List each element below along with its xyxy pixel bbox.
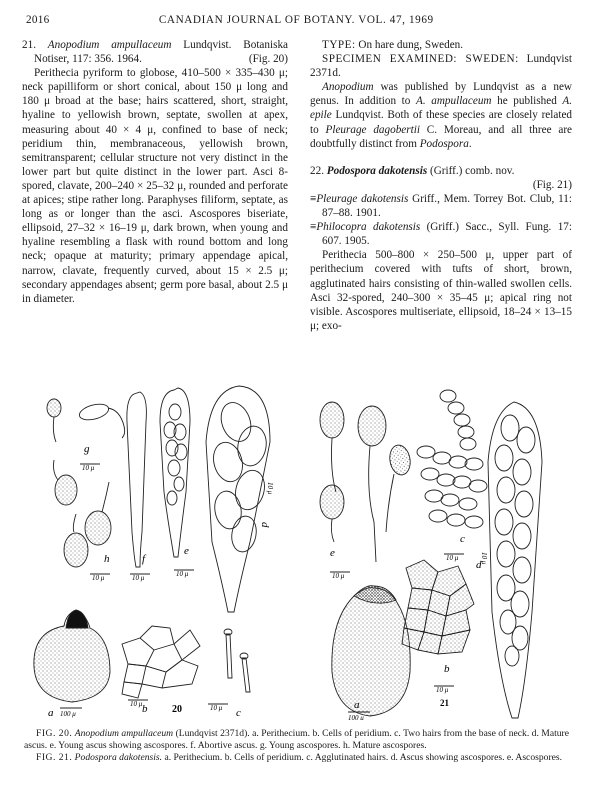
species2-number: 22. [310,164,324,177]
fig20-scale-g: 10 μ [82,464,95,472]
caption-fig20-label: FIG. 20. [36,728,73,739]
fig20-g-young-ascospores [47,399,125,442]
figure-plate [14,382,580,720]
genus-note: Anopodium was published by Lundqvist as a new genus. In addition to A. ampullaceum he published A. epile Lundqvist. Both of these species are closely related to Pleurage dagobertii C. Moreau, and all three are doubtfully distinct from Podospora. [310,81,573,150]
caption-fig21 [24,752,569,764]
fig20-scale-f: 10 μ [132,574,145,582]
caption-fig21-label: FIG. 21. [36,752,73,764]
caption-fig20 [24,728,569,752]
fig20-scale-h: 10 μ [92,574,105,582]
fig21-scale-a: 100 μ [348,714,364,720]
note-text-3: Lundqvist. Both of these species are closely related to [310,109,572,136]
note-text-4: C. Moreau, and all three are doubtfully distinct from [310,123,573,150]
caption-fig21-species: Podospora dakotensis. [74,752,163,764]
synonym-1-prefix: ≡ [310,192,317,205]
type-label: TYPE: [322,39,356,51]
species2-description: Perithecia 500–800 × 250–500 μ, upper part of perithecium covered with tufts of short, brown, agglutinated hairs consisting of thin-walled swollen cells. Asci 32-spored, 240–300 × 35–45 μ; apical ring not visible. Ascospores multiseriate, ellipsoid, 18–24 × 13–15 μ; exo- [310,249,572,332]
fig21-label-e: e [330,547,335,559]
synonym-1 [310,192,572,220]
fig21-c-agglutinated-hairs [417,390,487,528]
species-number: 21. [22,39,36,51]
fig20-label-c: c [236,707,241,719]
figure-caption [24,728,569,765]
fig20-scale-b: 10 μ [130,700,143,708]
synonym-2-citation: (Griff.) Sacc., Syll. Fung. 17: 607. 1905. [322,221,572,248]
fig21-e-ascospores [320,402,412,562]
synonym-2 [310,220,572,248]
specimen-text: Lundqvist 2371d. [310,53,572,80]
species2-authority: (Griff.) comb. nov. [429,164,515,177]
fig20-b-peridium-cells [122,626,200,698]
caption-fig20-text: (Lundqvist 2371d). a. Perithecium. b. Cells of peridium. c. Two hairs from the base of neck. d. Mature ascus. e. Young ascus showing ascospores. f. Abortive ascus. g. Young ascospores. h. Mature ascospores. [24,728,569,752]
fig20-f-abortive-ascus [127,392,147,567]
synonym-1-name: Pleurage dakotensis [316,192,409,205]
fig21-scale-c: 10 μ [446,554,459,562]
type-line [310,38,572,52]
species2-fig-ref: (Fig. 21) [532,178,572,191]
fig21-label-a: a [354,699,360,711]
species2-heading [310,164,572,178]
fig20-scale-a: 100 μ [60,710,76,718]
specimen-line [310,52,572,80]
fig20-label-b: b [142,703,148,715]
caption-fig21-text: a. Perithecium. b. Cells of peridium. c. Agglutinated hairs. d. Ascus showing ascospores. e. Ascospores. [164,752,563,764]
synonym-2-prefix: ≡ [310,221,317,234]
fig20-h-mature-ascospores [54,460,112,567]
fig20-label-h: h [104,553,110,565]
note-species-2: A. epile [310,95,573,122]
fig21-label-c: c [460,533,465,545]
fig20-e-young-ascus [160,388,190,557]
fig21-b-peridium-cells [402,560,474,654]
note-species-1: A. ampullaceum [416,95,492,108]
fig21-scale-e: 10 μ [332,572,345,580]
fig20-label-d: d [259,522,271,528]
fig20-label-e: e [184,545,189,557]
journal-title: CANADIAN JOURNAL OF BOTANY. VOL. 47, 1969 [158,14,434,26]
fig20-scale-c: 10 μ [210,704,223,712]
fig21-d-ascus [488,402,542,718]
synonym-2-name: Philocopra dakotensis [316,221,421,234]
fig20-a-perithecium [34,610,110,702]
species-heading [22,38,288,66]
species2-name: Podospora dakotensis [326,164,428,177]
note-genus-2: Podospora [419,137,469,150]
fig21-scale-b: 10 μ [436,686,449,694]
fig20-c-hairs [224,629,250,692]
fig20-scale-e: 10 μ [176,570,189,578]
fig21-a-perithecium [332,586,410,716]
note-text-2: he published [497,95,557,108]
type-text: On hare dung, Sweden. [358,39,464,51]
note-text-1: was published by Lundqvist as a new genus. In addition to [310,81,572,108]
running-head [26,14,571,26]
fig21-number: 21 [440,698,449,708]
specimen-label: SPECIMEN EXAMINED: SWEDEN: [322,53,519,66]
caption-fig20-species: Anopodium ampullaceum [74,728,174,739]
fig20-scale-d: 10 μ [266,482,274,495]
fig21-label-d: d [476,559,482,571]
right-column [310,38,572,333]
synonym-1-citation: Griff., Mem. Torrey Bot. Club, 11: 87–88. 1901. [322,192,572,220]
left-column [22,38,288,306]
note-species-3: Pleurage dagobertii [325,123,420,136]
fig21-label-b: b [444,663,450,675]
figure-reference: (Fig. 20) [248,53,288,66]
fig20-label-a: a [48,707,54,719]
fig20-d-mature-ascus [206,386,270,612]
fig20-label-g: g [84,443,90,455]
species-description: Perithecia pyriform to globose, 410–500 × 335–430 μ; neck papilliform or short conical, about 150 μ long and 180 μ broad at the base; hairs scattered, short, straight, hyaline to yellowish brown, septate, swollen at apex, measuring about 40 × 4 μ, confined to base of neck; peridium thin, membranaceous, yellowish brown, semitransparent; cellular structure not very distinct in the lower part but quite distinct in the lower part. Asci 8-spored, clavate, 200–240 × 25–32 μ, rounded and perforate at apices; stipe rather long. Paraphyses filiform, septate, as long as or longer than the asci. Ascospores biseriate, ellipsoid, 27–32 × 16–19 μ, dark brown, when young and hyaline resembling a flask with round bottom and long neck; opaque at maturity; primary appendage apical, narrow, clavate, frequently curved, about 15 × 2.5 μ; secondary appendages absent; germ pore basal, about 2.5 μ in diameter. [22,67,288,305]
note-genus: Anopodium [322,81,374,94]
fig20-number: 20 [172,704,182,715]
page-number: 2016 [26,14,50,26]
fig20-label-f: f [142,553,146,565]
species-name: Anopodium ampullaceum [47,39,172,51]
species-citation: Lundqvist. Botaniska Notiser, 117: 356. 1964. [34,39,289,66]
fig21-scale-d: 10 μ [480,552,488,565]
